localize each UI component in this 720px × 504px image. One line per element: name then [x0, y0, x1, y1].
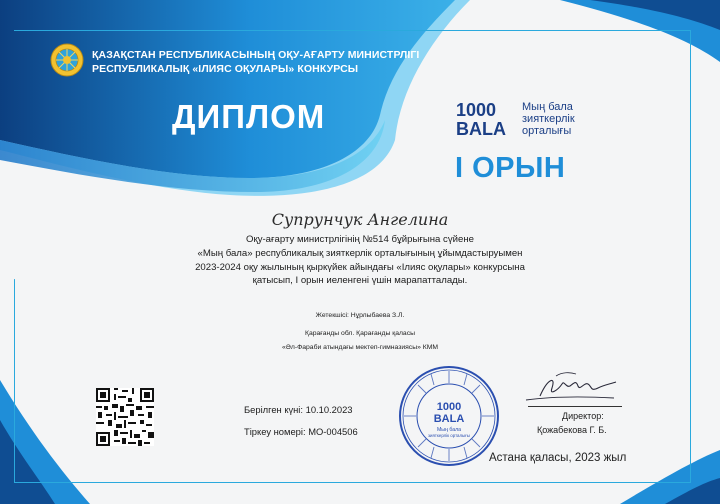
official-stamp	[398, 365, 500, 467]
ministry-title: ҚАЗАҚСТАН РЕСПУБЛИКАСЫНЫҢ ОҚУ-АҒАРТУ МИНИСТРЛІГІ	[92, 49, 420, 61]
mynbala-logo	[456, 100, 516, 138]
city-year: Астана қаласы, 2023 жыл	[489, 452, 627, 464]
state-emblem-icon	[50, 43, 84, 77]
registration-number: Тіркеу номері: МО-004506	[244, 426, 358, 437]
award-line-4: қатысып, І орын иеленгені үшін марапатталады.	[252, 275, 468, 287]
stamp-line-1: Мың бала	[436, 427, 462, 433]
place-title: І ОРЫН	[455, 152, 566, 184]
supervisor: Жетекшісі: Нұрлыбаева З.Л.	[315, 312, 405, 319]
signature-line	[528, 406, 622, 407]
director-title: Директор:	[562, 411, 604, 421]
logo-caption	[522, 101, 575, 137]
award-line-2: «Мың бала» республикалық зияткерлік орталығының ұйымдастыруымен	[197, 247, 523, 259]
logo-line-3: орталығы	[522, 125, 572, 137]
issue-date: Берілген күні: 10.10.2023	[244, 404, 353, 415]
school: «Әл-Фараби атындағы мектеп-гимназиясы» КММ	[281, 344, 439, 351]
award-line-1: Оқу-ағарту министрлігінің №514 бұйрығына сүйене	[246, 234, 474, 245]
contest-title: РЕСПУБЛИКАЛЫҚ «ІЛИЯС ОҚУЛАРЫ» КОНКУРСЫ	[92, 63, 359, 75]
diploma-title: ДИПЛОМ	[172, 98, 326, 135]
director-name: Қожабекова Г. Б.	[537, 425, 607, 435]
header-text	[92, 48, 419, 76]
stamp-line-2: зияткерлік орталығы	[428, 433, 470, 438]
logo-line-1: Мың бала	[522, 101, 573, 113]
stamp-number: 1000	[436, 401, 462, 413]
stamp-word: BALA	[433, 413, 465, 425]
region: Қарағанды обл. Қарағанды қаласы	[305, 330, 415, 337]
logo-line-2: зияткерлік	[522, 113, 575, 125]
director-signature	[518, 370, 618, 404]
logo-word: BALA	[456, 119, 506, 138]
award-text	[140, 233, 580, 288]
award-line-3: 2023-2024 оқу жылының қыркүйек айындағы «Ілияс оқулары» конкурсына	[195, 261, 525, 273]
qr-code	[96, 388, 154, 446]
recipient-name: Супрунчук Ангелина	[271, 210, 449, 229]
logo-number: 1000	[456, 100, 497, 120]
